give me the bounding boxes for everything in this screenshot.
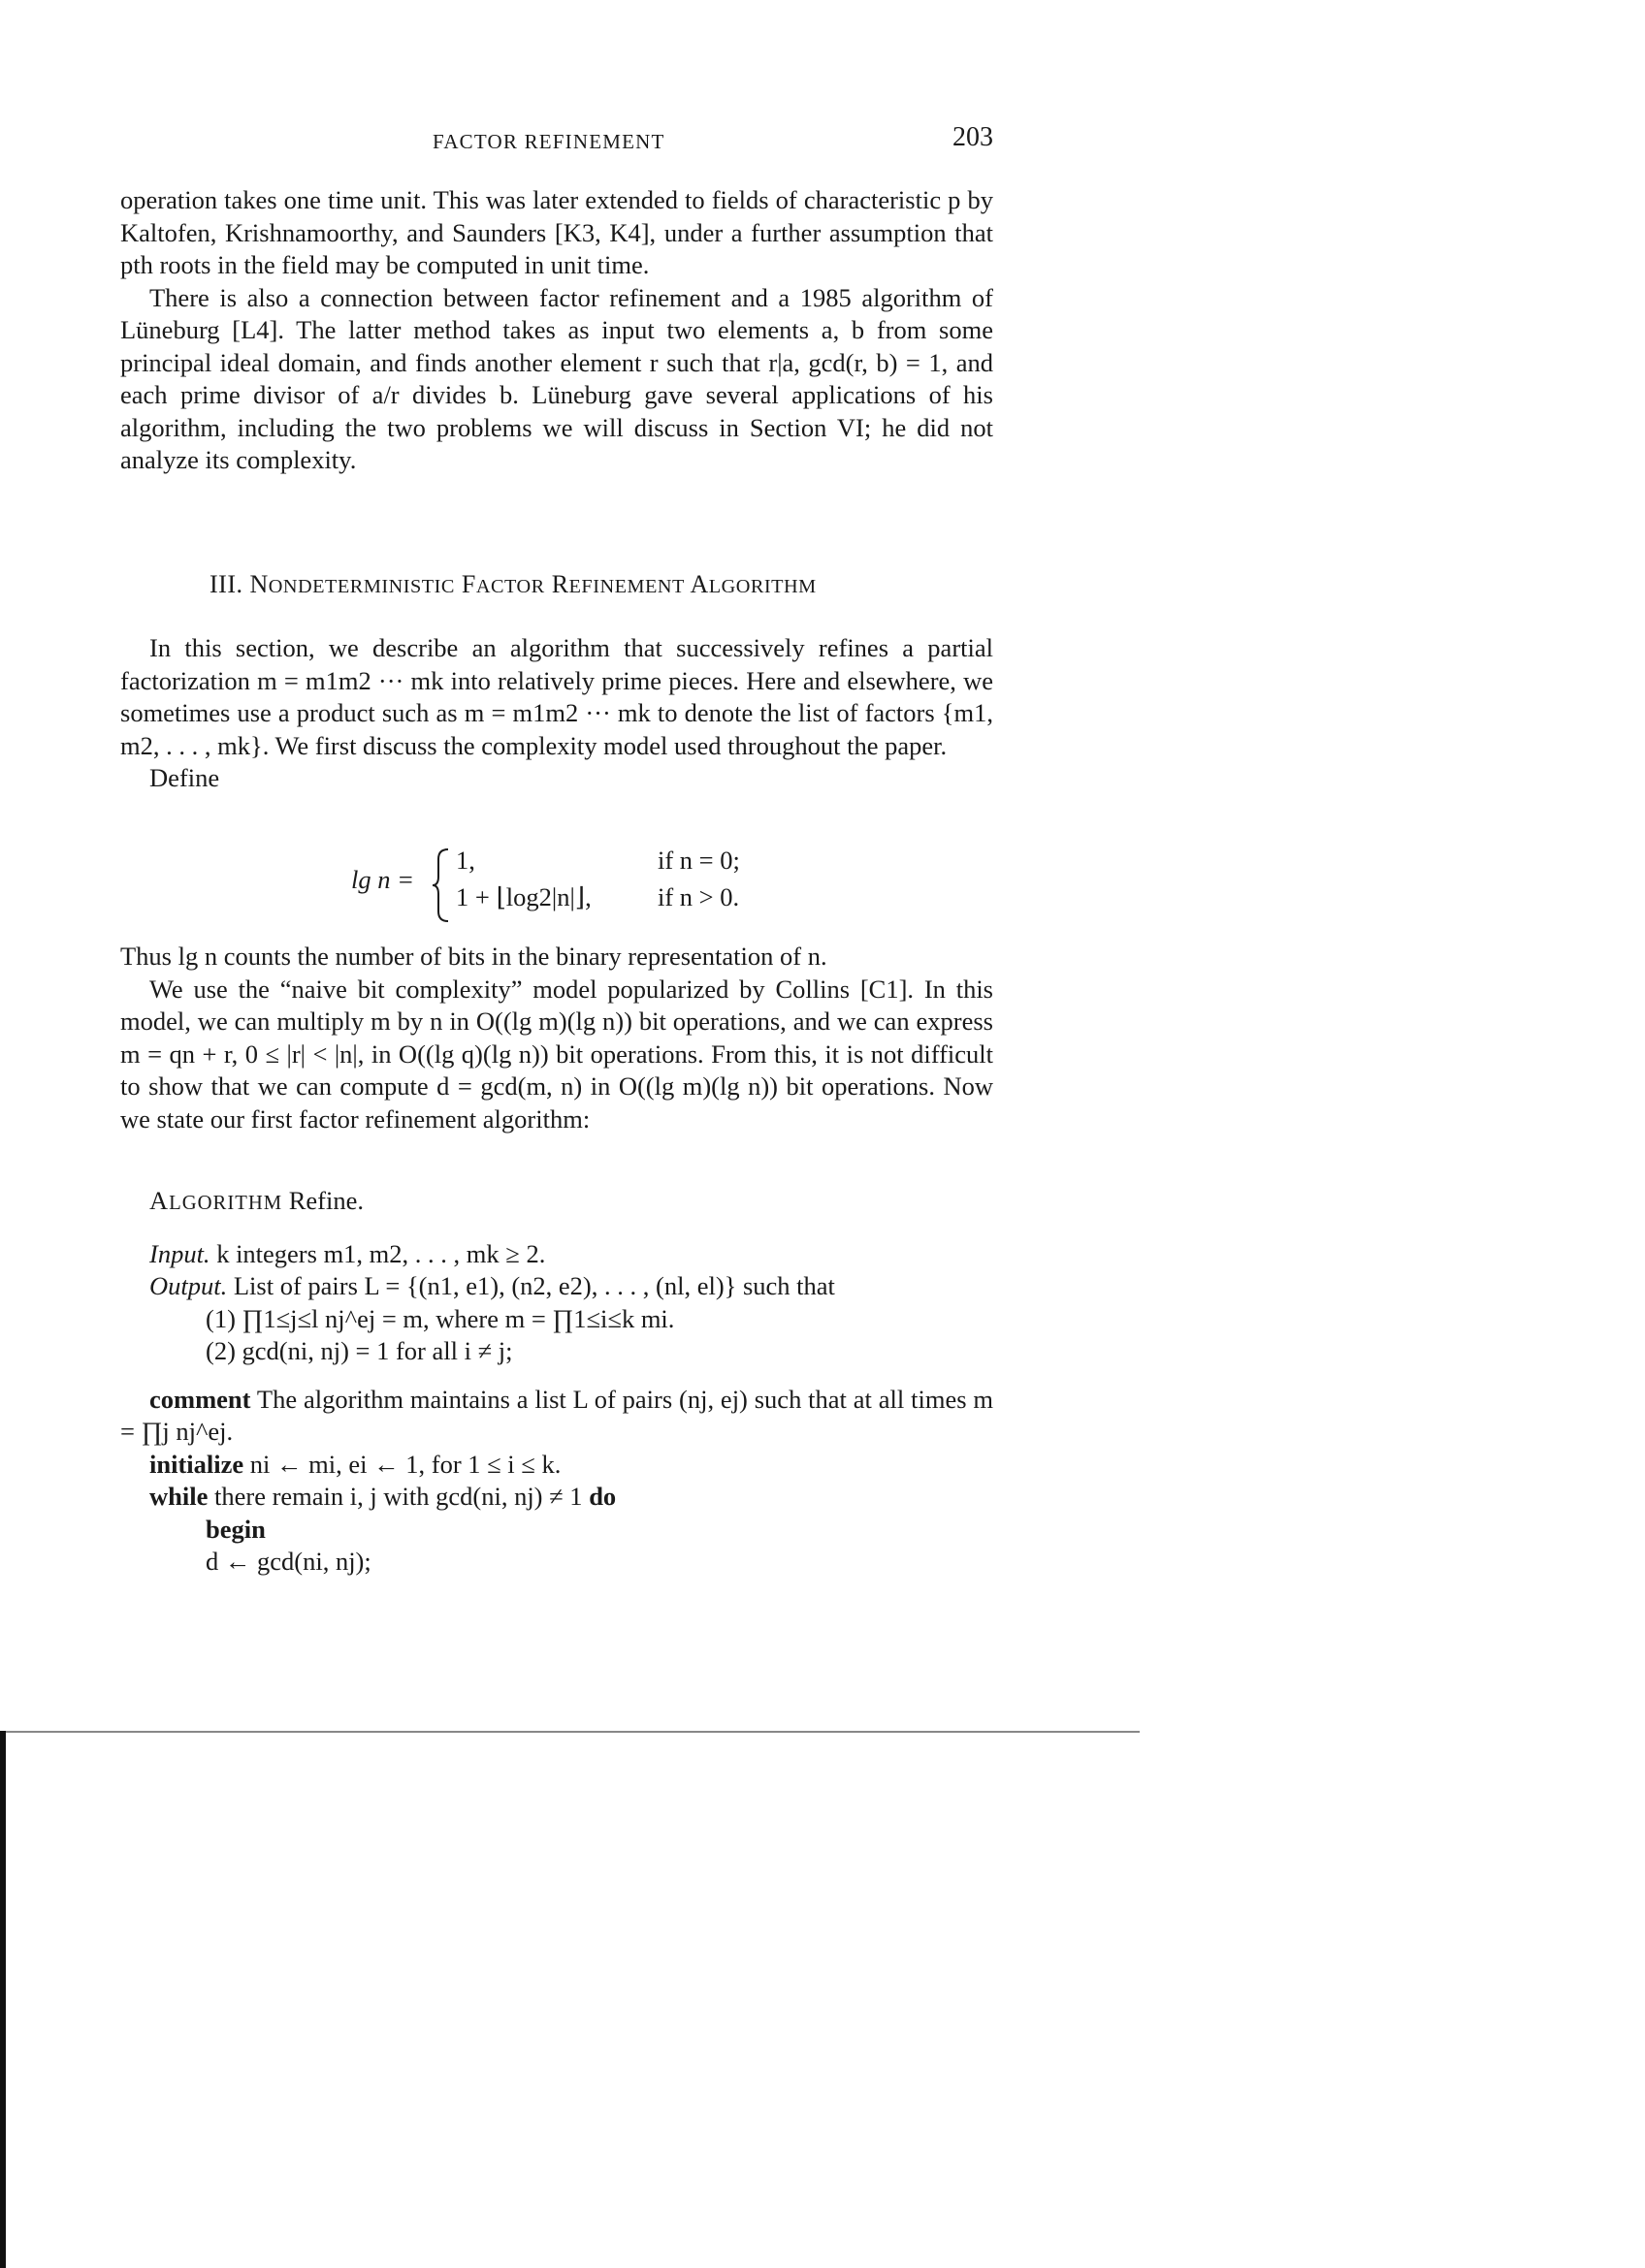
- input-text: k integers m1, m2, . . . , mk ≥ 2.: [216, 1238, 546, 1268]
- comment-text: The algorithm maintains a list L of pairs (nj, ej) such that at all times m = ∏j nj^ej.: [120, 1384, 993, 1446]
- do-keyword: do: [589, 1482, 617, 1511]
- paragraph-1: operation takes one time unit. This was later extended to fields of characteristic p by Kaltofen, Krishnamoorthy, and Saunders [K3, K4], under a further assumption that pth roots in the field may be computed in unit time.: [120, 185, 993, 279]
- section-number: III.: [210, 570, 243, 598]
- algorithm-while: [120, 1481, 1013, 1514]
- section-word-1: NONDETERMINISTIC: [249, 570, 455, 598]
- page-number: 203: [952, 122, 993, 152]
- initialize-text: ni ← mi, ei ← 1, for 1 ≤ i ≤ k.: [249, 1449, 562, 1479]
- left-brace-icon: [431, 847, 452, 923]
- definition-condition-1: if n = 0;: [658, 846, 740, 875]
- running-title: FACTOR REFINEMENT: [433, 130, 665, 153]
- algorithm-output: [120, 1270, 1013, 1303]
- algorithm-comment: [120, 1384, 993, 1449]
- output-condition-1: (1) ∏1≤j≤l nj^ej = m, where m = ∏1≤i≤k mi.: [206, 1303, 675, 1333]
- while-text: there remain i, j with gcd(ni, nj) ≠ 1: [214, 1482, 583, 1511]
- output-condition-2: (2) gcd(ni, nj) = 1 for all i ≠ j;: [206, 1336, 513, 1365]
- while-keyword: while: [149, 1482, 209, 1511]
- section-word-4: ALGORITHM: [690, 570, 817, 598]
- algorithm-keyword: ALGORITHM: [149, 1186, 283, 1215]
- algorithm-step-1: d ← gcd(ni, nj);: [206, 1547, 371, 1576]
- algorithm-name: Refine.: [288, 1186, 364, 1215]
- scan-edge-line: [0, 1731, 1140, 1733]
- paragraph-4: Thus lg n counts the number of bits in the binary representation of n.: [120, 942, 827, 971]
- definition-case-1: 1,: [456, 846, 475, 875]
- algorithm-title: [120, 1185, 1013, 1221]
- definition-case-2: 1 + ⌊log2|n|⌋,: [456, 882, 592, 911]
- input-label: Input.: [149, 1238, 210, 1268]
- text-block-complexity: [120, 941, 993, 1135]
- output-text: List of pairs L = {(n1, e1), (n2, e2), . . . , (nl, el)} such that: [233, 1271, 835, 1300]
- initialize-keyword: initialize: [149, 1449, 244, 1479]
- scan-left-edge: [0, 1731, 6, 2268]
- paragraph-5: We use the “naive bit complexity” model popularized by Collins [C1]. In this model, we can multiply m by n in O((lg m)(lg n)) bit operations, and we can express m = qn + r, 0 ≤ |r| < |n|, in O((lg q)(lg n)) bit operations. From this, it is not difficult to show that we can compute d = gcd(m, n) in O((lg m)(lg n)) bit operations. Now we state our first factor refinement algorithm:: [120, 974, 993, 1134]
- lg-definition: [351, 846, 797, 923]
- algorithm-input: [120, 1238, 1013, 1271]
- define-label: Define: [149, 763, 220, 792]
- paragraph-3: In this section, we describe an algorithm that successively refines a partial factorization m = m1m2 ··· mk into relatively prime pieces. Here and elsewhere, we sometimes use a product such as m = m1m2 ··· mk to denote the list of factors {m1, m2, . . . , mk}. We first discuss the complexity model used throughout the paper.: [120, 633, 993, 760]
- section-word-3: REFINEMENT: [551, 570, 685, 598]
- output-label: Output.: [149, 1271, 228, 1300]
- comment-keyword: comment: [149, 1384, 251, 1414]
- definition-lhs: lg n =: [351, 865, 414, 894]
- running-header: [120, 122, 993, 161]
- begin-keyword: begin: [206, 1514, 266, 1544]
- definition-condition-2: if n > 0.: [658, 882, 740, 911]
- section-heading: [210, 570, 817, 599]
- text-block-top: [120, 184, 993, 477]
- text-block-section: [120, 632, 993, 795]
- algorithm-initialize: [120, 1449, 1013, 1482]
- section-word-2: FACTOR: [461, 570, 545, 598]
- algorithm-block: [120, 1185, 1013, 1579]
- paragraph-2: There is also a connection between factor refinement and a 1985 algorithm of Lüneburg [L4]. The latter method takes as input two elements a, b from some principal ideal domain, and finds another element r such that r|a, gcd(r, b) = 1, and each prime divisor of a/r divides b. Lüneburg gave several applications of his algorithm, including the two problems we will discuss in Section VI; he did not analyze its complexity.: [120, 282, 993, 474]
